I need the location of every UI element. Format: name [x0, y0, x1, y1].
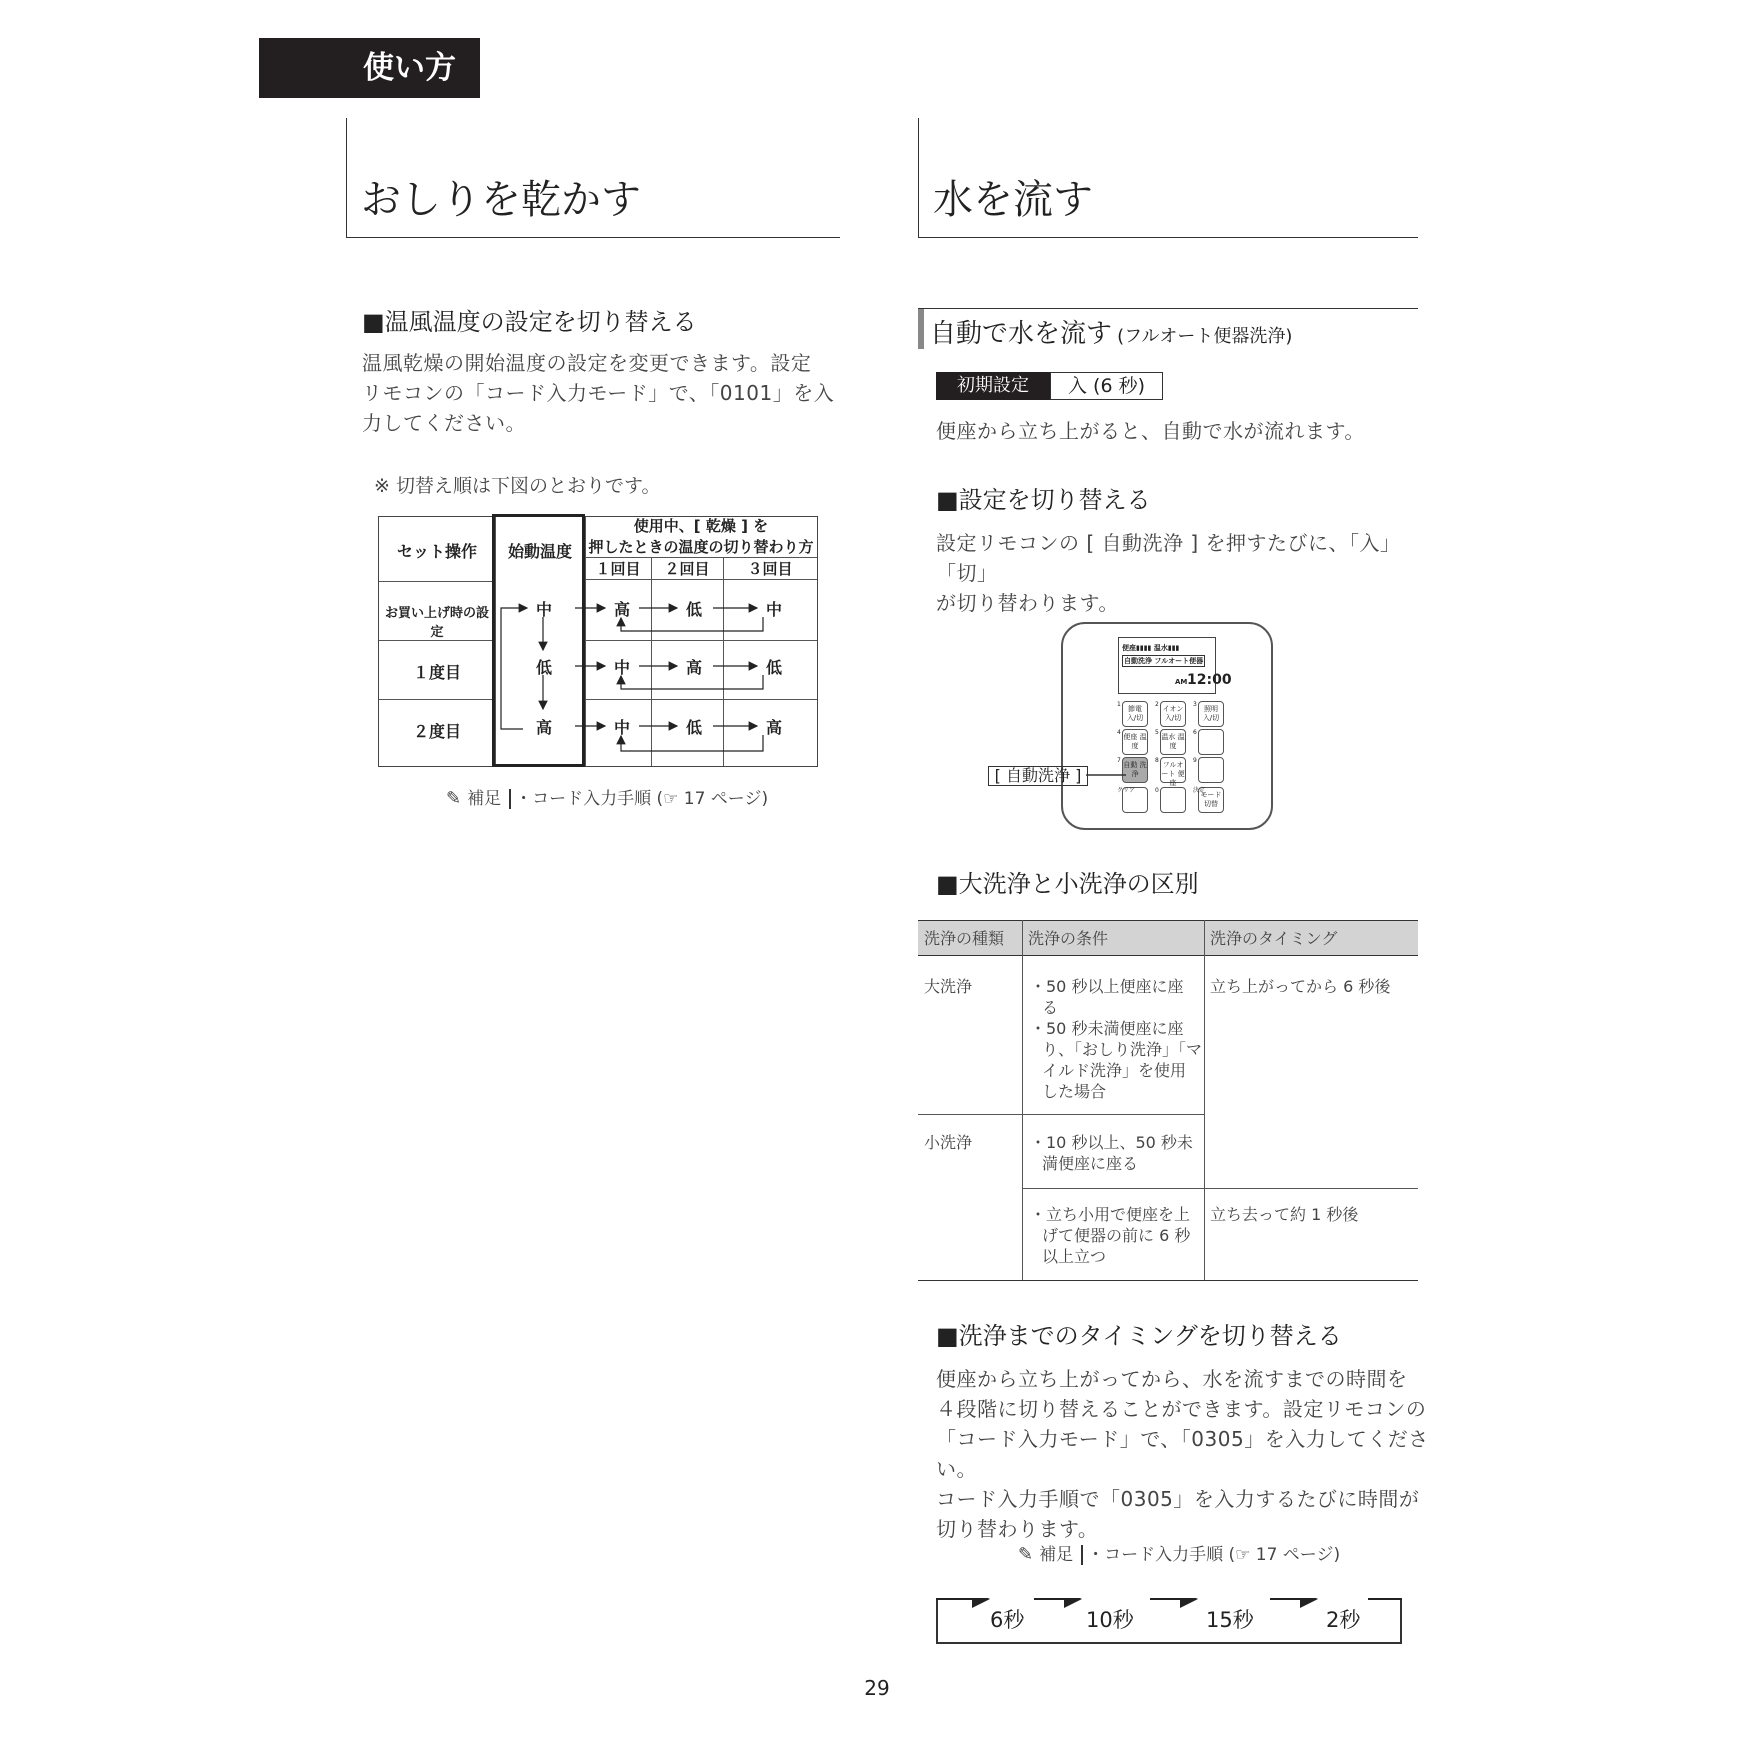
- section-title-flush: 水を流す: [933, 177, 1093, 223]
- remote-button-number: 2: [1155, 701, 1159, 708]
- sequence-arrows: [379, 517, 819, 768]
- remote-button-4[interactable]: [1117, 729, 1148, 755]
- remote-button-11[interactable]: [1155, 787, 1186, 813]
- supplement-right: [1018, 1540, 1340, 1565]
- header-timing: 洗浄のタイミング: [1210, 929, 1338, 948]
- screen-time: 12:00: [1187, 672, 1232, 688]
- seq-1-2: 低: [765, 658, 782, 677]
- heading-bar: [918, 309, 924, 349]
- subheading-timing: ■洗浄までのタイミングを切り替える: [936, 1322, 1342, 1350]
- header-condition: 洗浄の条件: [1028, 929, 1109, 948]
- supplement-text: ・コード入力手順 (☞ 17 ページ): [515, 789, 769, 809]
- remote-button-number: 9: [1193, 757, 1197, 764]
- remote-button-number: 3: [1193, 701, 1197, 708]
- supplement-label: 補足: [1039, 1545, 1074, 1565]
- remote-button-number: 5: [1155, 729, 1159, 736]
- section-header-dry: [346, 118, 840, 238]
- seq-0-1: 低: [685, 600, 702, 619]
- paragraph-line: 力してください。: [362, 411, 526, 435]
- start-temp-0: 中: [535, 600, 552, 619]
- screen-am: AM: [1175, 678, 1188, 686]
- supplement-left: [446, 784, 768, 809]
- paragraph-timing: [936, 1364, 1436, 1544]
- auto-flush-desc: 便座から立ち上がると、自動で水が流れます。: [936, 419, 1365, 443]
- small-flush-label: 小洗浄: [924, 1133, 973, 1152]
- remote-button-label: 節電 入/切: [1126, 705, 1144, 722]
- header-usage-line1: 使用中、[ 乾燥 ] を: [633, 517, 769, 535]
- subheading-flush-distinction: ■大洗浄と小洗浄の区別: [936, 870, 1199, 898]
- paragraph-switch-setting: [936, 528, 1426, 618]
- callout-line: [1086, 770, 1126, 780]
- large-flush-condition-1: ・50 秒以上便座に座 る: [1030, 977, 1184, 1017]
- remote-button-label: 照明 入/切: [1202, 705, 1220, 722]
- small-flush-condition-2: ・立ち小用で便座を上 げて便器の前に 6 秒 以上立つ: [1030, 1205, 1191, 1266]
- remote-button-label: モード 切替: [1200, 791, 1222, 808]
- divider: [1081, 1545, 1083, 1565]
- remote-button-grid: [1116, 701, 1226, 821]
- paragraph-line: コード入力手順で「0305」を入力するたびに時間が: [936, 1487, 1420, 1511]
- remote-button-number: 6: [1193, 729, 1197, 736]
- seq-2-2: 高: [765, 718, 782, 737]
- order-note: ※ 切替え順は下図のとおりです。: [374, 475, 661, 497]
- large-flush-condition-2: ・50 秒未満便座に座 り、「おしり洗浄」「マ イルド洗浄」を使用 した場合: [1030, 1019, 1203, 1101]
- pencil-icon: ✎: [446, 788, 462, 809]
- remote-button-8[interactable]: [1155, 757, 1186, 787]
- remote-button-number: 決定: [1193, 787, 1206, 794]
- supplement-label: 補足: [467, 789, 502, 809]
- remote-button-12[interactable]: [1193, 787, 1224, 813]
- paragraph-line: 切り替わります。: [936, 1517, 1099, 1541]
- header-time-3: ３回目: [747, 560, 793, 578]
- auto-flush-subtitle: (フルオート便器洗浄): [1117, 326, 1293, 347]
- subheading-warm-air: ■温風温度の設定を切り替える: [362, 308, 697, 336]
- paragraph-line: が切り替わります。: [936, 591, 1119, 615]
- paragraph-line: ４段階に切り替えることができます。設定リモコンの: [936, 1397, 1427, 1421]
- pencil-icon: ✎: [1018, 1544, 1034, 1565]
- remote-button-number: 0: [1155, 787, 1159, 794]
- header-time-2: ２回目: [664, 560, 710, 578]
- header-type: 洗浄の種類: [924, 929, 1005, 948]
- remote-button-number: 4: [1117, 729, 1121, 736]
- start-temp-2: 高: [535, 718, 552, 737]
- flow-step-10s: 10秒: [1086, 1608, 1134, 1632]
- auto-flush-title: 自動で水を流す: [930, 319, 1113, 349]
- remote-button-5[interactable]: [1155, 729, 1186, 755]
- seq-1-0: 中: [613, 658, 630, 677]
- seq-0-0: 高: [613, 600, 630, 619]
- section-title-dry: おしりを乾かす: [361, 177, 641, 223]
- auto-flush-callout: [ 自動洗浄 ]: [988, 766, 1088, 786]
- remote-button-3[interactable]: [1193, 701, 1224, 727]
- remote-button-9[interactable]: [1193, 757, 1224, 783]
- small-flush-timing: 立ち去って約 1 秒後: [1210, 1205, 1359, 1224]
- dry-temperature-table: [378, 516, 818, 767]
- remote-button-1[interactable]: [1117, 701, 1148, 727]
- flow-step-6s: 6秒: [990, 1608, 1025, 1632]
- header-usage-line2: 押したときの温度の切り替わり方: [588, 538, 814, 556]
- auto-flush-header: [918, 308, 1418, 349]
- remote-button-label: 便座 温度: [1123, 733, 1147, 750]
- flow-step-15s: 15秒: [1206, 1608, 1254, 1632]
- paragraph-line: 便座から立ち上がってから、水を流すまでの時間を: [936, 1367, 1408, 1391]
- supplement-text: ・コード入力手順 (☞ 17 ページ): [1087, 1545, 1341, 1565]
- screen-line: 自動洗浄 フルオート便器: [1124, 657, 1204, 665]
- seq-2-1: 低: [685, 718, 702, 737]
- remote-button-6[interactable]: [1193, 729, 1224, 755]
- page-number: 29: [864, 1676, 890, 1700]
- remote-button-label: 温水 温度: [1161, 733, 1185, 750]
- header-set-operation: セット操作: [396, 542, 477, 561]
- remote-button-number: 7: [1117, 757, 1121, 764]
- remote-button-number: 1: [1117, 701, 1121, 708]
- remote-screen: [1118, 637, 1232, 694]
- remote-button-2[interactable]: [1155, 701, 1186, 727]
- paragraph-line: 「コード入力モード」で、「0305」を入力してください。: [936, 1427, 1429, 1481]
- large-flush-label: 大洗浄: [924, 977, 973, 996]
- small-flush-condition-1: ・10 秒以上、50 秒未 満便座に座る: [1030, 1133, 1193, 1173]
- chapter-tab: 使い方: [259, 38, 480, 98]
- paragraph-line: リモコンの「コード入力モード」で、「0101」を入: [362, 381, 835, 405]
- remote-button-label: 自動 洗浄: [1123, 761, 1147, 778]
- large-flush-timing: 立ち上がってから 6 秒後: [1210, 977, 1391, 996]
- row-label-factory: お買い上げ時の設定: [384, 606, 489, 640]
- paragraph-warm-air: [362, 348, 842, 438]
- flow-step-2s: 2秒: [1326, 1608, 1361, 1632]
- remote-button-10[interactable]: [1117, 787, 1148, 813]
- subheading-switch-setting: ■設定を切り替える: [936, 486, 1151, 514]
- header-start-temp: 始動温度: [507, 542, 572, 561]
- seq-2-0: 中: [613, 718, 630, 737]
- paragraph-line: 設定リモコンの [ 自動洗浄 ] を押すたびに、「入」「切」: [936, 531, 1401, 585]
- remote-button-number: 8: [1155, 757, 1159, 764]
- paragraph-line: 温風乾燥の開始温度の設定を変更できます。設定: [362, 351, 812, 375]
- initial-setting-label: 初期設定: [936, 372, 1050, 400]
- header-time-1: １回目: [595, 560, 641, 578]
- row-label-first: １度目: [412, 663, 461, 682]
- remote-button-number: クリア: [1117, 787, 1136, 794]
- row-label-second: ２度目: [412, 722, 461, 741]
- section-header-flush: [918, 118, 1418, 238]
- start-temp-1: 低: [535, 658, 552, 677]
- initial-setting-value: 入 (6 秒): [1050, 372, 1163, 400]
- seq-1-1: 高: [685, 658, 702, 677]
- remote-button-label: イオン 入/切: [1162, 705, 1184, 722]
- remote-button-label: フルオート 便座: [1161, 761, 1185, 787]
- screen-line: 便座▮▮▮▮ 温水▮▮▮: [1122, 644, 1180, 652]
- divider: [509, 789, 511, 809]
- seq-0-2: 中: [765, 600, 782, 619]
